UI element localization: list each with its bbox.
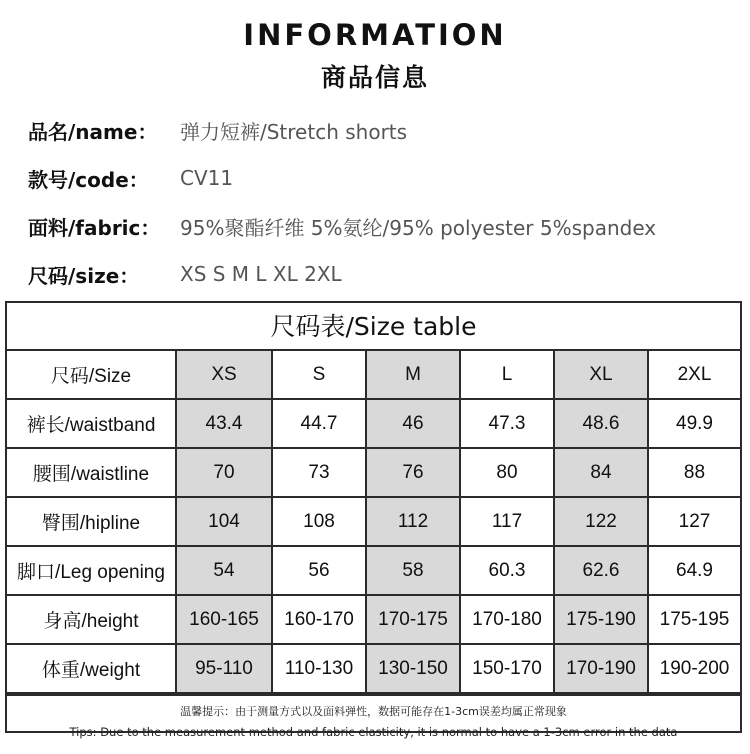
info-row-code — [28, 154, 656, 202]
table-cell: 95-110 — [176, 644, 272, 693]
table-cell: 60.3 — [460, 546, 554, 595]
table-cell: 104 — [176, 497, 272, 546]
size-header-cell: S — [272, 351, 366, 399]
table-row — [7, 399, 740, 448]
table-cell: 49.9 — [648, 399, 740, 448]
size-header-cell: M — [366, 351, 460, 399]
table-row — [7, 644, 740, 693]
table-cell: 110-130 — [272, 644, 366, 693]
size-header-cell: L — [460, 351, 554, 399]
table-cell: 190-200 — [648, 644, 740, 693]
table-cell: 70 — [176, 448, 272, 497]
size-header-cell: XL — [554, 351, 648, 399]
size-header-cell: XS — [176, 351, 272, 399]
table-cell: 170-190 — [554, 644, 648, 693]
table-cell: 48.6 — [554, 399, 648, 448]
table-cell: 80 — [460, 448, 554, 497]
table-cell: 88 — [648, 448, 740, 497]
table-cell: 54 — [176, 546, 272, 595]
page-title: INFORMATION — [243, 18, 507, 52]
table-cell: 58 — [366, 546, 460, 595]
table-cell: 127 — [648, 497, 740, 546]
info-value: CV11 — [180, 166, 234, 190]
info-row-name — [28, 106, 656, 154]
table-row — [7, 497, 740, 546]
info-label: 面料/fabric： — [28, 215, 161, 240]
table-header-row — [7, 351, 740, 399]
table-cell: 117 — [460, 497, 554, 546]
info-value: XS S M L XL 2XL — [180, 262, 342, 286]
table-cell: 175-190 — [554, 595, 648, 644]
table-cell: 170-175 — [366, 595, 460, 644]
table-cell: 175-195 — [648, 595, 740, 644]
row-label-cell: 裤长/waistband — [7, 399, 176, 448]
table-cell: 62.6 — [554, 546, 648, 595]
info-label: 尺码/size： — [28, 263, 140, 288]
table-cell: 170-180 — [460, 595, 554, 644]
table-cell: 43.4 — [176, 399, 272, 448]
product-info — [28, 106, 656, 298]
row-label-cell: 身高/height — [7, 595, 176, 644]
tip-en: Tips: Due to the measurement method and fabric elasticity, it is normal to have a 1-3cm error in the data — [69, 725, 678, 739]
table-cell: 47.3 — [460, 399, 554, 448]
tips-note — [7, 694, 740, 741]
table-cell: 122 — [554, 497, 648, 546]
table-cell: 44.7 — [272, 399, 366, 448]
header-label-cell: 尺码/Size — [7, 351, 176, 399]
page-subtitle: 商品信息 — [320, 63, 429, 92]
table-cell: 160-170 — [272, 595, 366, 644]
size-table — [7, 351, 740, 694]
info-label: 品名/name： — [28, 119, 158, 144]
table-row — [7, 546, 740, 595]
table-cell: 56 — [272, 546, 366, 595]
table-cell: 73 — [272, 448, 366, 497]
table-cell: 64.9 — [648, 546, 740, 595]
row-label-cell: 脚口/Leg opening — [7, 546, 176, 595]
table-cell: 130-150 — [366, 644, 460, 693]
table-cell: 84 — [554, 448, 648, 497]
table-cell: 150-170 — [460, 644, 554, 693]
table-cell: 112 — [366, 497, 460, 546]
info-row-fabric — [28, 202, 656, 250]
info-row-size — [28, 250, 656, 298]
row-label-cell: 臀围/hipline — [7, 497, 176, 546]
table-row — [7, 448, 740, 497]
size-table-title: 尺码表/Size table — [7, 303, 740, 351]
info-label: 款号/code： — [28, 167, 149, 192]
info-value: 95%聚酯纤维 5%氨纶/95% polyester 5%spandex — [180, 215, 657, 240]
table-cell: 160-165 — [176, 595, 272, 644]
info-value: 弹力短裤/Stretch shorts — [180, 119, 408, 144]
row-label-cell: 体重/weight — [7, 644, 176, 693]
size-header-cell: 2XL — [648, 351, 740, 399]
table-cell: 46 — [366, 399, 460, 448]
table-cell: 76 — [366, 448, 460, 497]
table-cell: 108 — [272, 497, 366, 546]
table-row — [7, 595, 740, 644]
row-label-cell: 腰围/waistline — [7, 448, 176, 497]
tip-cn: 温馨提示：由于测量方式以及面料弹性，数据可能存在1-3cm误差均属正常现象 — [180, 705, 567, 718]
size-table-box — [5, 301, 742, 739]
